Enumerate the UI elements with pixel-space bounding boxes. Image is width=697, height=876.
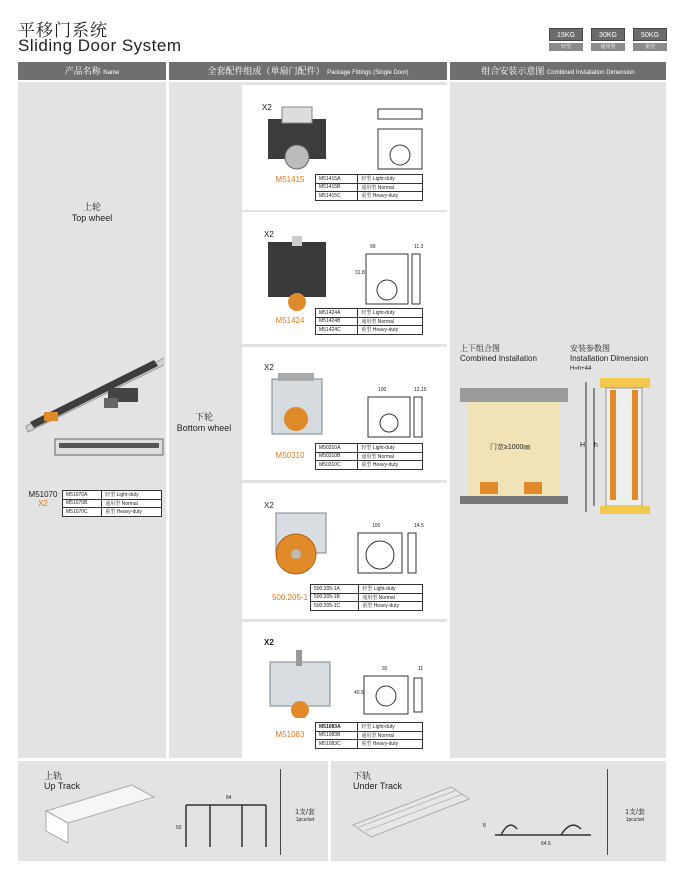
fitting-model-table bbox=[315, 443, 423, 470]
under-track-dim-height: 8 bbox=[483, 823, 486, 829]
kit-model-table bbox=[62, 490, 162, 517]
fitting-image bbox=[262, 232, 332, 312]
badge-weight: 15KG bbox=[549, 28, 583, 41]
page-title-en: Sliding Door System bbox=[18, 36, 182, 55]
header-name bbox=[18, 62, 166, 80]
fitting-model-table bbox=[315, 174, 423, 201]
up-track-label: 上轨 Up Track bbox=[44, 771, 81, 791]
fitting-code: M51424 bbox=[275, 316, 305, 325]
install-column bbox=[450, 82, 666, 758]
fitting-cell bbox=[242, 347, 447, 480]
table-row: 500.205-1B 通用型 Normal bbox=[311, 593, 423, 602]
table-row: M51424B 通用型 Normal bbox=[316, 317, 423, 326]
dim-depth: 11.3 bbox=[414, 244, 424, 250]
page-title-cn: 平移门系统 bbox=[18, 21, 108, 40]
dim-depth: 12.15 bbox=[414, 387, 427, 393]
fitting-drawing bbox=[372, 103, 432, 173]
badge-weight: 50KG bbox=[633, 28, 667, 41]
under-track-dim-width: 64.5 bbox=[541, 841, 551, 847]
install-params-label: 安装参数图 Installation Dimension bbox=[570, 344, 649, 363]
dim-H: H bbox=[580, 442, 586, 449]
divider bbox=[607, 769, 608, 855]
badge-type: 重型 bbox=[633, 43, 667, 51]
up-track-dim-width: 84 bbox=[226, 795, 232, 801]
dim-height: 31.8 bbox=[355, 270, 365, 276]
header-install-cn: 组合安装示意图 bbox=[481, 66, 545, 76]
door-width-label: 门宽≥1000㎜ bbox=[490, 444, 531, 451]
top-wheel-kit-image bbox=[24, 342, 164, 477]
under-track-qty: 1支/套 1pcs/set bbox=[625, 809, 645, 823]
fitting-code: M50310 bbox=[275, 451, 305, 460]
table-row: M51083A 轻型 Light-duty bbox=[316, 723, 423, 732]
fitting-code: M51083 bbox=[275, 730, 305, 739]
fitting-cell bbox=[242, 483, 447, 619]
table-row: M50310C 重型 Heavy-duty bbox=[316, 461, 423, 470]
header-fittings-en: Package Fittings (Single Door) bbox=[327, 70, 409, 76]
fitting-drawing bbox=[362, 250, 427, 310]
up-track-dim-height: 50 bbox=[176, 825, 182, 831]
under-track-image bbox=[351, 785, 471, 845]
table-row: M51415C 重型 Heavy-duty bbox=[316, 192, 423, 201]
install-formula: H=h+44 bbox=[570, 366, 592, 372]
fitting-cell bbox=[242, 212, 447, 344]
header-name-en: Name bbox=[103, 70, 120, 76]
fitting-qty: X2 bbox=[264, 501, 274, 510]
badge-light bbox=[549, 28, 583, 51]
dim-width: 99 bbox=[370, 244, 376, 250]
fitting-qty: X2 bbox=[264, 363, 274, 372]
table-row: M51415A 轻型 Light-duty bbox=[316, 175, 423, 184]
fitting-drawing bbox=[354, 529, 424, 579]
under-track-label: 下轨 Under Track bbox=[353, 771, 403, 791]
fitting-cell bbox=[242, 85, 447, 210]
dim-width: 100 bbox=[372, 523, 381, 529]
table-row: M51424A 轻型 Light-duty bbox=[316, 309, 423, 318]
under-track-panel bbox=[331, 761, 666, 861]
table-row: M50310A 轻型 Light-duty bbox=[316, 444, 423, 453]
fitting-image bbox=[268, 509, 333, 579]
fitting-code: 500.205-1 bbox=[271, 593, 309, 602]
dim-h: h bbox=[594, 442, 598, 449]
name-column bbox=[18, 82, 166, 758]
header-install bbox=[450, 62, 666, 80]
up-track-image bbox=[42, 783, 162, 845]
table-row: M51083B 通用型 Normal bbox=[316, 731, 423, 740]
badge-normal bbox=[591, 28, 625, 51]
dim-width: 100 bbox=[378, 387, 387, 393]
fitting-image bbox=[262, 105, 332, 170]
table-row: M51070C 重型 Heavy-duty bbox=[63, 508, 162, 517]
up-track-profile-drawing bbox=[182, 801, 272, 851]
table-row: 500.205-1C 重型 Heavy-duty bbox=[311, 602, 423, 611]
fitting-image bbox=[268, 369, 328, 439]
divider bbox=[280, 769, 281, 855]
dim-width: 92 bbox=[382, 666, 388, 672]
table-row: M51415B 通用型 Normal bbox=[316, 183, 423, 192]
install-dimension-diagram bbox=[580, 378, 660, 518]
dim-height: 40.5 bbox=[354, 690, 364, 696]
fitting-qty: X2 bbox=[262, 103, 272, 112]
table-row: M50310B 通用型 Normal bbox=[316, 452, 423, 461]
combined-install-label: 上下组合图 Combined Installation bbox=[460, 344, 537, 363]
badge-type: 轻型 bbox=[549, 43, 583, 51]
badge-heavy bbox=[633, 28, 667, 51]
header-fittings-cn: 全套配件组成（单扇门配件） bbox=[207, 66, 325, 76]
up-track-qty: 1支/套 1pcs/set bbox=[295, 809, 315, 823]
badge-weight: 30KG bbox=[591, 28, 625, 41]
header-fittings bbox=[169, 62, 447, 80]
badge-type: 通用型 bbox=[591, 43, 625, 51]
up-track-panel bbox=[18, 761, 328, 861]
top-wheel-label: 上轮 Top wheel bbox=[71, 202, 113, 223]
dim-depth: 11 bbox=[418, 666, 424, 672]
bottom-wheel-label: 下轮 Bottom wheel bbox=[176, 412, 232, 433]
header-name-cn: 产品名称 bbox=[64, 66, 101, 76]
dim-depth: 14.5 bbox=[414, 523, 424, 529]
fitting-drawing bbox=[360, 672, 430, 718]
kit-code: M51070 X2 bbox=[28, 490, 58, 508]
fitting-model-table bbox=[315, 308, 423, 335]
table-row: M51070B 通用型 Normal bbox=[63, 499, 162, 508]
fitting-qty: X2 bbox=[264, 230, 274, 239]
table-row: M51424C 重型 Heavy-duty bbox=[316, 326, 423, 335]
fitting-cell bbox=[242, 622, 447, 758]
table-row: 500.205-1A 轻型 Light-duty bbox=[311, 585, 423, 594]
fitting-drawing bbox=[360, 393, 430, 445]
table-row: M51070A 轻型 Light-duty bbox=[63, 491, 162, 500]
table-row: M51083C 重型 Heavy-duty bbox=[316, 740, 423, 749]
under-track-profile-drawing bbox=[491, 815, 601, 845]
bottom-wheel-column bbox=[169, 82, 239, 758]
fitting-model-table bbox=[310, 584, 423, 611]
fitting-qty: X2 bbox=[264, 638, 274, 647]
fitting-code: M51415 bbox=[275, 175, 305, 184]
fitting-model-table bbox=[315, 722, 423, 749]
header-install-en: Combined Installation Dimension bbox=[546, 70, 635, 76]
fitting-image bbox=[266, 648, 336, 718]
